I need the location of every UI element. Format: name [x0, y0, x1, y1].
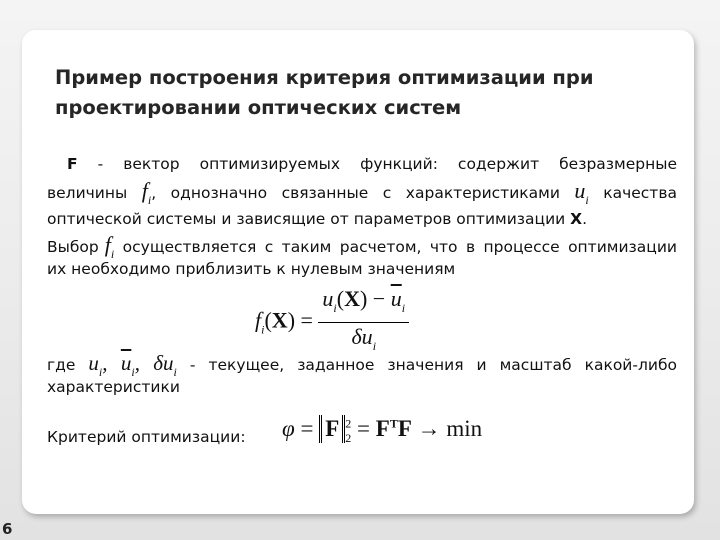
vector-F: F [67, 155, 78, 173]
symbol-u-i-sub: i [585, 193, 589, 207]
para-1-text: - вектор оптимизируемых функций: содержит безразмерные [77, 155, 677, 173]
symbol-u-i: u [574, 178, 586, 203]
formula-fraction: $\frac{u_i(X) - \overline{u}_i}{\delta u_i}$ [318, 285, 409, 360]
para-3-text: - текущее, заданное значения и масштаб какой-либо [189, 356, 677, 374]
para-1-line-3 [47, 208, 677, 230]
word-quality: качества [603, 184, 677, 202]
para-1-line-1 [47, 153, 677, 175]
symbol-X: X [570, 210, 583, 228]
symbol-f-i-sub: i [147, 193, 152, 207]
symbol-f-i: f [141, 178, 148, 203]
period: . [582, 210, 588, 228]
symbols-u-ubar-du: $u_i$, $\overline{u}_i$, $\delta u_i$ [88, 351, 177, 379]
slide-title [55, 63, 675, 123]
word-choice: Выбор [47, 238, 99, 256]
word-where: где [47, 356, 76, 374]
min-text: min [446, 416, 483, 441]
para-1-text-c: оптической системы и зависящие от параметров оптимизации [47, 210, 571, 228]
symbol-f-i-2-sub: i [110, 247, 115, 261]
para-1-line-2 [47, 180, 677, 211]
para-2-text: осуществляется с таким расчетом, что в процессе оптимизации [122, 238, 677, 256]
title-line-2: проектировании оптических систем [55, 96, 462, 119]
para-1-text-b: , однозначно связанные с характеристиками [151, 184, 560, 202]
title-line-1: Пример построения критерия оптимизации при [55, 66, 594, 89]
formula-fi: $f_i(X)$ = $\frac{u_i(X) - \overline{u}_i}{\delta u_i}$ [255, 285, 409, 360]
criterion-label: Критерий оптимизации: [47, 428, 246, 446]
word-values: величины [47, 184, 128, 202]
para-3-line-2: характеристики [47, 378, 180, 396]
slide-number: 6 [2, 520, 13, 538]
symbol-f-i-2: f [104, 232, 111, 257]
formula-criterion: φ = F $^2_2 = F^TF \to \min$ [282, 416, 483, 445]
para-2-line-2: их необходимо приблизить к нулевым значениям [47, 260, 456, 278]
